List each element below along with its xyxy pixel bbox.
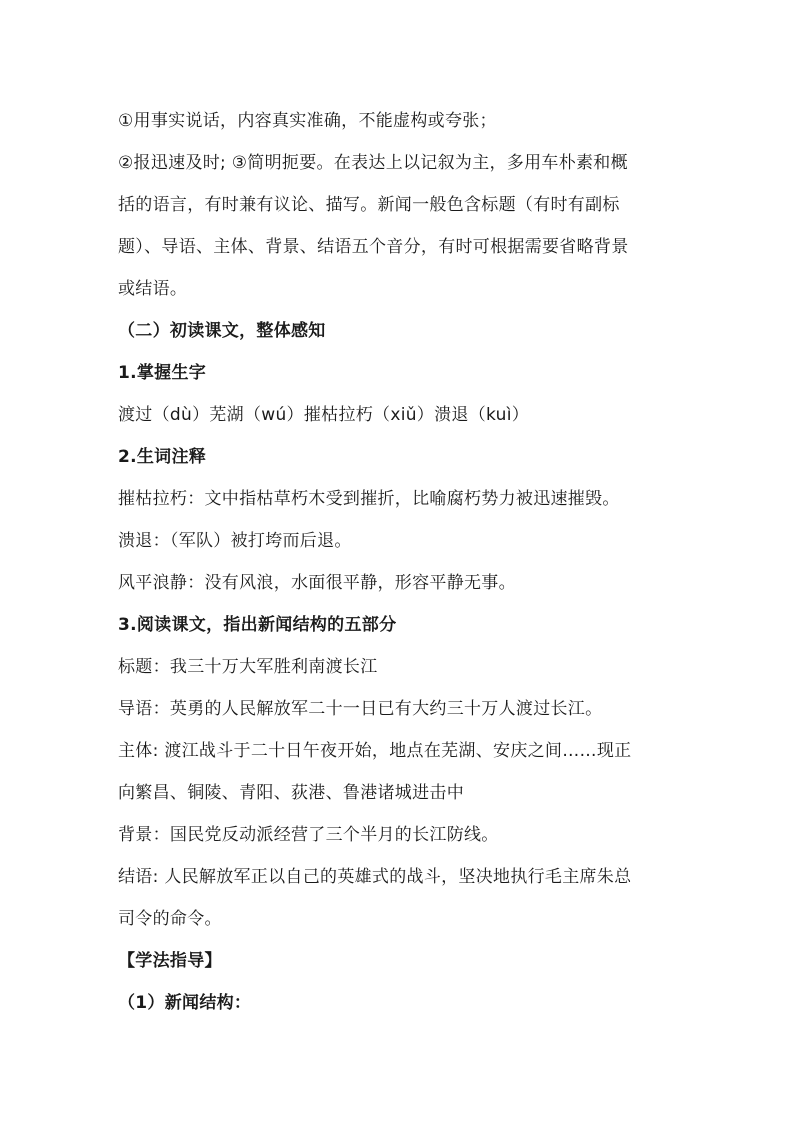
structure-body-line: 主体: 渡江战斗于二十日午夜开始，地点在芜湖、安庆之间……现正 [118, 741, 632, 761]
structure-title-line: 标题：我三十万大军胜利南渡长江 [118, 657, 378, 677]
section-heading: （二）初读课文，整体感知 [118, 321, 326, 341]
item-heading-1: 1.掌握生字 [118, 363, 207, 383]
structure-background-line: 背景：国民党反动派经营了三个半月的长江防线。 [118, 825, 499, 845]
definition-line: 风平浪静：没有风浪，水面很平静，形容平静无事。 [118, 573, 516, 593]
paragraph-line: ②报迅速及时; ③简明扼要。在表达上以记叙为主，多用车朴素和概 [118, 153, 628, 173]
definition-line: 摧枯拉朽：文中指枯草朽木受到摧折，比喻腐朽势力被迅速摧毁。 [118, 489, 620, 509]
paragraph-line: 题）、导语、主体、背景、结语五个音分，有时可根据需要省略背景 [118, 237, 629, 257]
definition-line: 溃退：（军队）被打垮而后退。 [118, 531, 352, 551]
paragraph-line: 或结语。 [118, 279, 188, 299]
structure-conclusion-line: 结语: 人民解放军正以自己的英雄式的战斗，坚决地执行毛主席朱总 [118, 867, 632, 887]
structure-lead-line: 导语：英勇的人民解放军二十一日已有大约三十万人渡过长江。 [118, 699, 603, 719]
structure-conclusion-line: 司令的命令。 [118, 909, 222, 929]
pinyin-line: 渡过（dù）芜湖（wú）摧枯拉朽（xiǔ）溃退（kuì） [118, 405, 530, 425]
guidance-subheading: （1）新闻结构： [118, 993, 252, 1013]
structure-body-line: 向繁昌、铜陵、青阳、荻港、鲁港诸城进击中 [118, 783, 464, 803]
paragraph-line: ①用事实说话，内容真实准确，不能虚构或夸张； [118, 111, 497, 131]
paragraph-line: 括的语言，有时兼有议论、描写。新闻一般色含标题（有时有副标 [118, 195, 620, 215]
document-page [118, 100, 683, 1024]
item-heading-2: 2.生词注释 [118, 447, 207, 467]
item-heading-3: 3.阅读课文，指出新闻结构的五部分 [118, 615, 397, 635]
guidance-heading: 【学法指导】 [118, 951, 222, 971]
